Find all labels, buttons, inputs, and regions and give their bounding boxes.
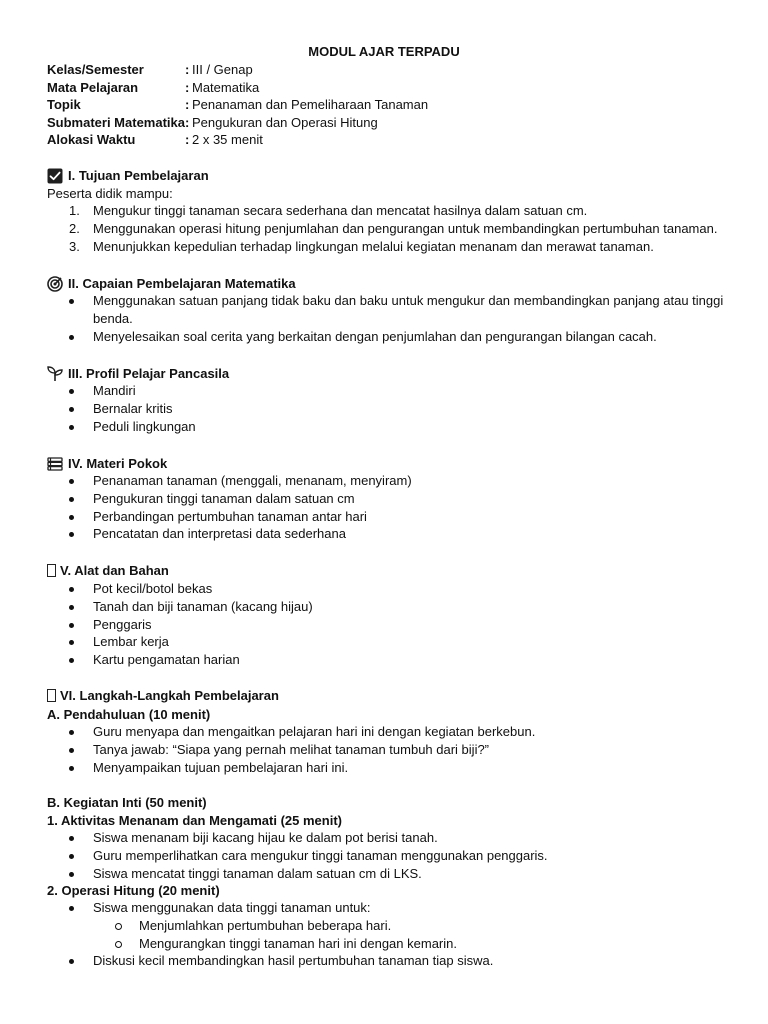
bullet-icon (69, 497, 74, 502)
list-item (47, 508, 737, 526)
bullet-icon (69, 766, 74, 771)
section-heading-capaian (47, 275, 296, 292)
list-item (47, 741, 737, 759)
list-item (47, 723, 737, 741)
list-item (47, 418, 737, 436)
list-item-text: Mengurangkan tinggi tanaman hari ini dengan kemarin. (139, 935, 457, 951)
list-item (93, 917, 768, 935)
list-item (47, 633, 737, 651)
meta-label: Submateri Matematika (47, 114, 185, 130)
list-item (47, 400, 737, 418)
subheading-aktivitas-menanam: 1. Aktivitas Menanam dan Mengamati (25 menit) (47, 813, 342, 828)
meta-label: Alokasi Waktu (47, 132, 136, 148)
section-heading-tujuan (47, 167, 209, 184)
subheading-pendahuluan: A. Pendahuluan (10 menit) (47, 707, 211, 722)
circle-bullet-icon (115, 923, 122, 930)
bullet-icon (69, 532, 74, 537)
list-item (47, 202, 737, 220)
list-item-text: Kartu pengamatan harian (93, 652, 240, 668)
pendahuluan-list (47, 723, 737, 776)
section-heading-materi (47, 455, 167, 472)
list-number: 2. (69, 220, 80, 236)
meta-colon: : (185, 132, 190, 148)
list-item (47, 238, 737, 256)
objectives-list (47, 202, 737, 255)
bullet-icon (69, 640, 74, 645)
list-item (47, 598, 737, 616)
section-heading-profil (47, 365, 229, 382)
meta-value: III / Genap (192, 62, 253, 77)
meta-label: Kelas/Semester (47, 62, 144, 77)
bullet-icon (69, 730, 74, 735)
bullet-icon (69, 959, 74, 964)
meta-colon: : (185, 97, 190, 113)
section-title: IV. Materi Pokok (68, 456, 168, 471)
list-item-text: Penggaris (93, 616, 152, 632)
list-item-text: Lembar kerja (93, 634, 169, 650)
bullet-icon (69, 299, 74, 304)
profil-list (47, 382, 737, 435)
list-item-text: Tanya jawab: “Siapa yang pernah melihat tanaman tumbuh dari biji?” (93, 741, 490, 757)
checkmark-icon (47, 168, 63, 184)
list-item (47, 865, 737, 883)
list-item-text: Mandiri (93, 383, 136, 398)
list-item (47, 328, 737, 346)
list-item-text: Menggunakan satuan panjang tidak baku dan baku untuk mengukur dan membandingkan panjang atau tinggi benda. (93, 293, 724, 326)
subheading-kegiatan-inti: B. Kegiatan Inti (50 menit) (47, 795, 207, 810)
section-heading-langkah (47, 687, 279, 704)
meta-label: Mata Pelajaran (47, 79, 139, 95)
list-item-text: Penanaman tanaman (menggali, menanam, menyiram) (93, 473, 412, 488)
bullet-icon (69, 623, 74, 628)
list-item-text: Menyelesaikan soal cerita yang berkaitan dengan penjumlahan dan pengurangan bilangan cacah. (93, 328, 657, 344)
missing-glyph-icon (47, 689, 56, 702)
section-title: III. Profil Pelajar Pancasila (68, 366, 230, 381)
meta-label: Topik (47, 97, 81, 113)
bullet-icon (69, 587, 74, 592)
list-item (47, 651, 737, 669)
section-heading-alat (47, 562, 169, 579)
operasi-sublist (93, 917, 768, 953)
list-item-text: Siswa menanam biji kacang hijau ke dalam pot berisi tanah. (93, 830, 438, 845)
list-item (47, 472, 737, 490)
document-title: MODUL AJAR TERPADU (308, 44, 460, 59)
list-item-text: Tanah dan biji tanaman (kacang hijau) (93, 598, 313, 614)
list-item (47, 759, 737, 777)
bullet-icon (69, 407, 74, 412)
meta-value: Penanaman dan Pemeliharaan Tanaman (192, 97, 429, 113)
meta-value: 2 x 35 menit (192, 132, 263, 148)
list-item (47, 382, 737, 400)
list-item (47, 952, 737, 970)
list-item (47, 829, 737, 847)
bullet-icon (69, 335, 74, 340)
list-item-text: Pencatatan dan interpretasi data sederhana (93, 526, 346, 542)
meta-value: Pengukuran dan Operasi Hitung (192, 114, 378, 130)
bullet-icon (69, 854, 74, 859)
bullet-icon (69, 515, 74, 520)
list-item-text: Menunjukkan kepedulian terhadap lingkungan melalui kegiatan menanam dan merawat tanaman. (93, 238, 654, 254)
books-icon (47, 456, 63, 472)
list-item-text: Siswa mencatat tinggi tanaman dalam satuan cm di LKS. (93, 865, 422, 881)
meta-colon: : (185, 62, 190, 77)
list-item-text: Guru menyapa dan mengaitkan pelajaran hari ini dengan kegiatan berkebun. (93, 724, 536, 739)
list-item-text: Perbandingan pertumbuhan tanaman antar hari (93, 508, 367, 524)
aktivitas-list (47, 829, 737, 882)
list-item (47, 292, 737, 328)
circle-bullet-icon (115, 941, 122, 948)
list-item-text: Pot kecil/botol bekas (93, 581, 213, 596)
operasi-list-2 (47, 952, 737, 970)
target-icon (47, 276, 63, 292)
section-title: VI. Langkah-Langkah Pembelajaran (60, 688, 279, 703)
bullet-icon (69, 425, 74, 430)
list-item (47, 899, 737, 917)
list-item-text: Menjumlahkan pertumbuhan beberapa hari. (139, 918, 392, 933)
list-item (47, 580, 737, 598)
missing-glyph-icon (47, 564, 56, 577)
section-title: I. Tujuan Pembelajaran (68, 168, 209, 183)
bullet-icon (69, 658, 74, 663)
section-title: II. Capaian Pembelajaran Matematika (68, 276, 296, 291)
list-item-text: Guru memperlihatkan cara mengukur tinggi tanaman menggunakan penggaris. (93, 847, 548, 863)
meta-value: Matematika (192, 79, 260, 95)
materi-list (47, 472, 737, 543)
sprout-icon (47, 366, 63, 382)
list-item-text: Pengukuran tinggi tanaman dalam satuan cm (93, 490, 355, 506)
bullet-icon (69, 872, 74, 877)
list-item (47, 847, 737, 865)
bullet-icon (69, 389, 74, 394)
bullet-icon (69, 605, 74, 610)
bullet-icon (69, 836, 74, 841)
list-item-text: Siswa menggunakan data tinggi tanaman untuk: (93, 900, 371, 915)
list-item-text: Menyampaikan tujuan pembelajaran hari ini. (93, 759, 349, 775)
list-item-text: Mengukur tinggi tanaman secara sederhana dan mencatat hasilnya dalam satuan cm. (93, 203, 588, 218)
bullet-icon (69, 906, 74, 911)
list-item (47, 525, 737, 543)
list-item (93, 935, 768, 953)
list-item (47, 490, 737, 508)
capaian-list (47, 292, 737, 345)
list-item (47, 220, 737, 238)
subheading-operasi-hitung: 2. Operasi Hitung (20 menit) (47, 883, 220, 898)
list-number: 3. (69, 238, 80, 254)
meta-colon: : (185, 79, 190, 95)
section-title: V. Alat dan Bahan (60, 563, 169, 578)
list-item-text: Peduli lingkungan (93, 418, 196, 434)
list-item (47, 616, 737, 634)
operasi-list-1 (47, 899, 737, 917)
meta-colon: : (185, 114, 190, 130)
list-number: 1. (69, 203, 80, 218)
list-item-text: Bernalar kritis (93, 400, 173, 416)
section-intro: Peserta didik mampu: (47, 186, 173, 201)
list-item-text: Menggunakan operasi hitung penjumlahan dan pengurangan untuk membandingkan pertumbuhan tanaman. (93, 220, 718, 236)
list-item-text: Diskusi kecil membandingkan hasil pertumbuhan tanaman tiap siswa. (93, 953, 494, 968)
bullet-icon (69, 479, 74, 484)
bullet-icon (69, 748, 74, 753)
alat-list (47, 580, 737, 669)
